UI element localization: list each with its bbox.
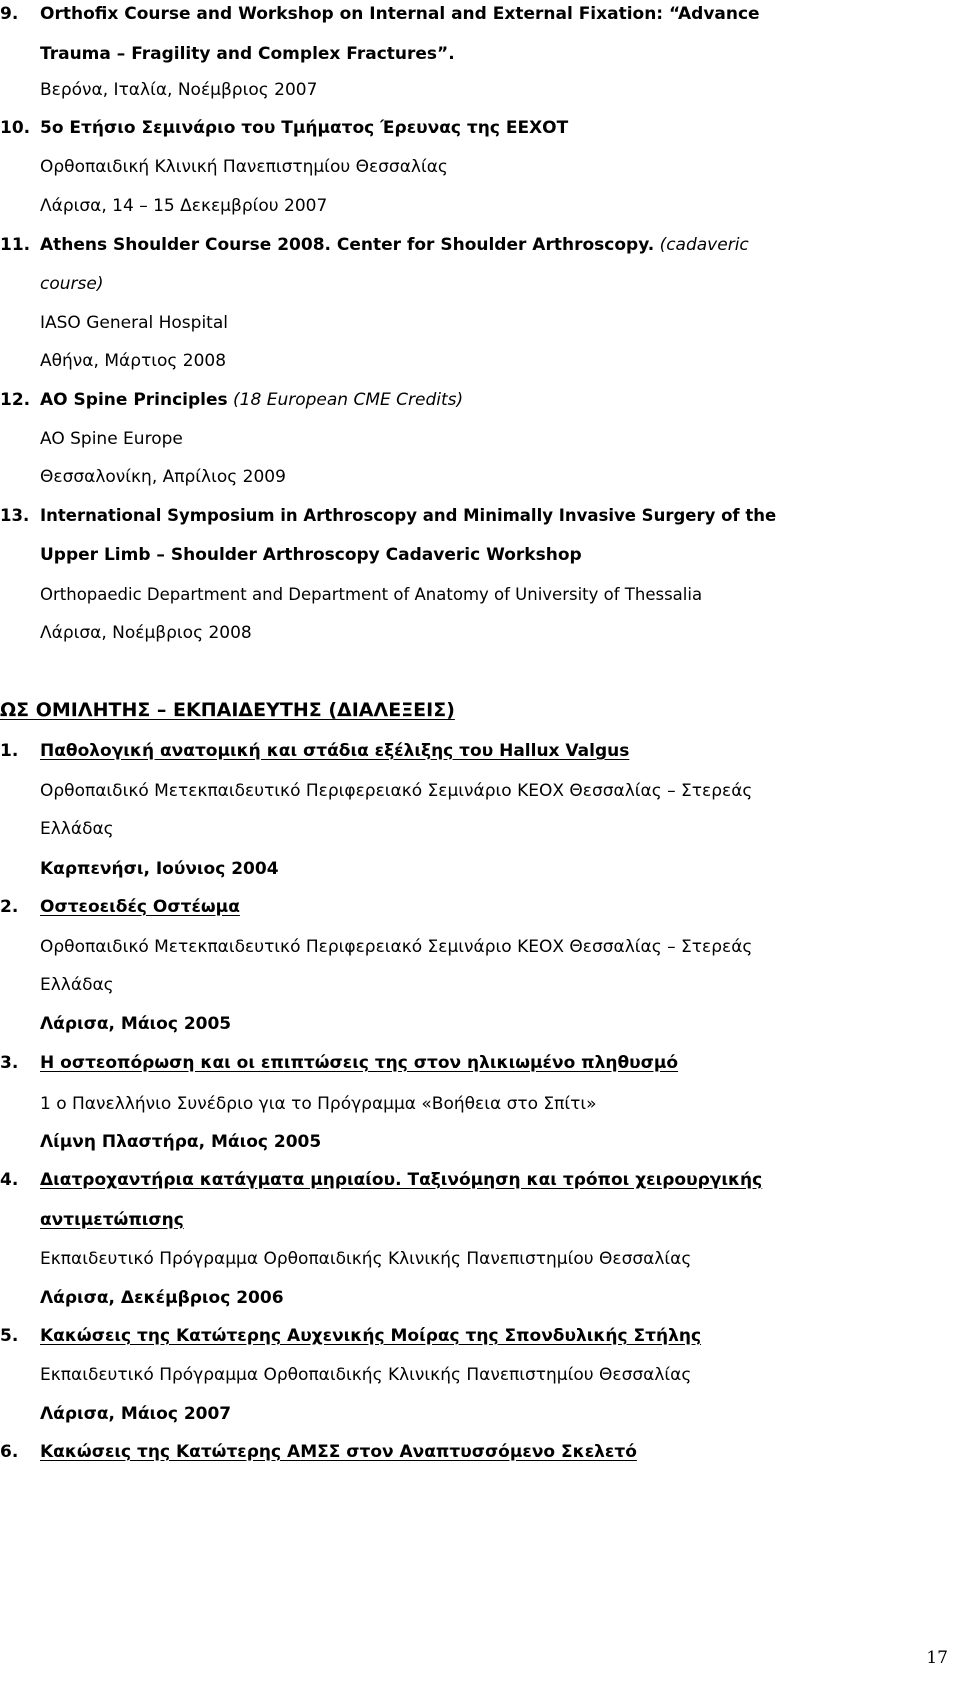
page-number: 17: [926, 1648, 948, 1668]
item-11-title: 11. Athens Shoulder Course 2008. Center for Shoulder Arthroscopy. (cadaveric: [0, 235, 749, 255]
talk-4-title-cont: αντιμετώπισης: [40, 1210, 184, 1230]
item-13-institution: Orthopaedic Department and Department of Anatomy of University of Thessalia: [40, 585, 703, 604]
item-10-institution: Ορθοπαιδική Κλινική Πανεπιστημίου Θεσσαλίας: [40, 157, 448, 177]
talk-1-event-line-1: Ορθοπαιδικό Μετεκπαιδευτικό Περιφερειακό Σεμινάριο ΚΕΟΧ Θεσσαλίας – Στερεάς: [40, 781, 753, 801]
item-13-location: Λάρισα, Νοέμβριος 2008: [40, 623, 252, 643]
item-number: 2.: [0, 897, 19, 917]
talk-2-title: 2. Οστεοειδές Οστέωμα: [0, 897, 240, 917]
item-13-title-line-2: Upper Limb – Shoulder Arthroscopy Cadaveric Workshop: [40, 545, 582, 565]
item-number: 4.: [0, 1170, 19, 1190]
talk-4-place: Λάρισα, Δεκέμβριος 2006: [40, 1288, 284, 1308]
item-12-institution: AO Spine Europe: [40, 429, 183, 449]
section-heading: ΩΣ ΟΜΙΛΗΤΗΣ – ΕΚΠΑΙΔΕΥΤΗΣ (ΔΙΑΛΕΞΕΙΣ): [0, 699, 455, 721]
item-number: 3.: [0, 1053, 19, 1073]
item-12-title: 12. AO Spine Principles (18 European CME Credits): [0, 390, 464, 410]
item-9-location: Βερόνα, Ιταλία, Νοέμβριος 2007: [40, 80, 318, 100]
talk-4-event-line-1: Εκπαιδευτικό Πρόγραμμα Ορθοπαιδικής Κλινικής Πανεπιστημίου Θεσσαλίας: [40, 1249, 692, 1269]
talk-5-event-line-1: Εκπαιδευτικό Πρόγραμμα Ορθοπαιδικής Κλινικής Πανεπιστημίου Θεσσαλίας: [40, 1365, 692, 1385]
talk-3-title: 3. Η οστεοπόρωση και οι επιπτώσεις της στον ηλικιωμένο πληθυσμό: [0, 1053, 679, 1073]
item-number: 12.: [0, 390, 31, 410]
talk-5-place: Λάρισα, Μάιος 2007: [40, 1404, 232, 1424]
talk-3-place: Λίμνη Πλαστήρα, Μάιος 2005: [40, 1132, 322, 1152]
item-number: 11.: [0, 235, 31, 255]
talk-1-place: Καρπενήσι, Ιούνιος 2004: [40, 859, 279, 879]
talk-4-title: 4. Διατροχαντήρια κατάγματα μηριαίου. Ταξινόμηση και τρόποι χειρουργικής: [0, 1170, 763, 1190]
item-10-location: Λάρισα, 14 – 15 Δεκεμβρίου 2007: [40, 196, 328, 216]
talk-2-place: Λάρισα, Μάιος 2005: [40, 1014, 232, 1034]
item-number: 6.: [0, 1442, 19, 1462]
talk-3-event-line-1: 1 ο Πανελλήνιο Συνέδριο για το Πρόγραμμα «Βοήθεια στο Σπίτι»: [40, 1094, 597, 1114]
item-12-location: Θεσσαλονίκη, Απρίλιος 2009: [40, 467, 286, 487]
item-9-title-line-1: 9. Orthofix Course and Workshop on Internal and External Fixation: “Advance: [0, 4, 760, 24]
item-9-title-line-2: Trauma – Fragility and Complex Fractures”.: [40, 44, 455, 64]
item-11-title-cont: course): [40, 274, 104, 294]
talk-2-event-line-2: Ελλάδας: [40, 975, 114, 995]
talk-1-event-line-2: Ελλάδας: [40, 819, 114, 839]
item-number: 5.: [0, 1326, 19, 1346]
item-number: 1.: [0, 741, 19, 761]
talk-1-title: 1. Παθολογική ανατομική και στάδια εξέλιξης του Hallux Valgus: [0, 741, 630, 761]
talk-2-event-line-1: Ορθοπαιδικό Μετεκπαιδευτικό Περιφερειακό Σεμινάριο ΚΕΟΧ Θεσσαλίας – Στερεάς: [40, 937, 753, 957]
item-10-title: 10. 5ο Ετήσιο Σεμινάριο του Τμήματος Έρευνας της ΕΕΧΟΤ: [0, 118, 569, 138]
item-13-title-line-1: 13. International Symposium in Arthroscopy and Minimally Invasive Surgery of the: [0, 506, 777, 525]
item-11-location: Αθήνα, Μάρτιος 2008: [40, 351, 227, 371]
talk-6-title: 6. Κακώσεις της Κατώτερης ΑΜΣΣ στον Αναπτυσσόμενο Σκελετό: [0, 1442, 637, 1462]
item-number: 10.: [0, 118, 31, 138]
talk-5-title: 5. Κακώσεις της Κατώτερης Αυχενικής Μοίρας της Σπονδυλικής Στήλης: [0, 1326, 702, 1346]
item-number: 9.: [0, 4, 19, 24]
item-11-institution: IASO General Hospital: [40, 313, 228, 333]
item-number: 13.: [0, 506, 30, 525]
